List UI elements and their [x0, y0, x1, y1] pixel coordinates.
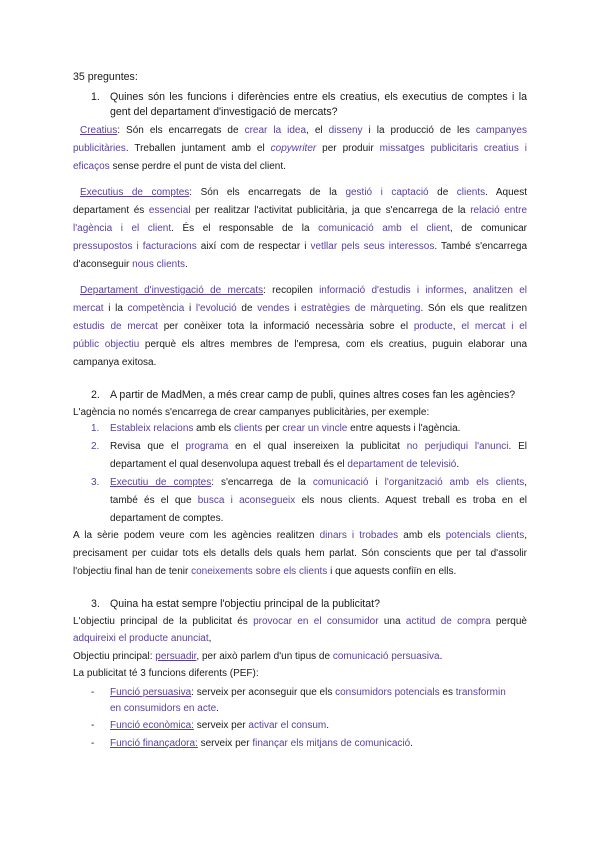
text-run: perquè — [490, 616, 527, 627]
question-2-paragraph-line-1 — [73, 529, 527, 542]
highlighted-term: vendes — [257, 303, 290, 314]
text-run: serveix per — [193, 720, 249, 731]
highlighted-term: persuadir — [155, 651, 197, 662]
text-run: Objectiu principal: — [73, 651, 156, 662]
text-run: també és el que — [110, 495, 198, 506]
highlighted-term: analitzen el — [472, 285, 527, 296]
highlighted-term: informació d'estudis i informes — [319, 285, 464, 296]
text-run: per — [262, 423, 283, 434]
text-run: . Aquest — [485, 187, 527, 198]
highlighted-term: públic objectiu — [73, 339, 140, 350]
text-run: una — [378, 616, 406, 627]
text-run: , per això parlem d'un tipus de — [196, 651, 333, 662]
highlighted-term: potencials clients — [445, 530, 525, 541]
text-run: per realitzar l'activitat publicitària, ja que s'encarrega de la — [190, 205, 471, 216]
highlighted-term: Funció finançadora: — [110, 738, 198, 749]
text-run: : Són els encarregats de la — [189, 187, 346, 198]
text-run: entre aquests i l'agència. — [347, 423, 461, 434]
text-run: : Són els encarregats de — [117, 125, 245, 136]
text-run: departament el qual desenvolupa aquest treball és el — [110, 459, 348, 470]
question-1-line-1: Quines són les funcions i diferències entre els creatius, els executius de comptes i la — [110, 91, 527, 103]
bullet-dash: - — [91, 738, 95, 749]
text-run: . El — [508, 441, 527, 452]
highlighted-term: crear un vincle — [282, 423, 348, 434]
text-run: , — [452, 321, 462, 332]
question-number: 3. — [91, 598, 100, 610]
question-3-title: Quina ha estat sempre l'objectiu principal de la publicitat? — [110, 598, 380, 610]
text-run: amb els — [193, 423, 234, 434]
highlighted-term: Executius de comptes — [80, 187, 190, 198]
highlighted-term: activar el consum — [248, 720, 327, 731]
highlighted-term: copywriter — [270, 143, 317, 154]
text-run: : s'encarrega de la — [211, 477, 313, 488]
highlighted-term: pressupostos i facturacions — [73, 241, 197, 252]
text-run: per produir — [316, 143, 380, 154]
text-run: es — [439, 687, 456, 698]
question-number: 1. — [91, 91, 100, 103]
text-run: . — [326, 720, 329, 731]
highlighted-term: Executiu de comptes — [110, 477, 212, 488]
highlighted-term: departament de televisió — [347, 459, 457, 470]
list-item-3-line-3 — [110, 512, 527, 525]
text-run: : serveix per aconseguir que els — [191, 687, 336, 698]
text-run: . — [456, 459, 460, 470]
highlighted-term: estudis de mercat — [73, 321, 158, 332]
highlighted-term: l'agència i el client — [73, 223, 172, 234]
executius-line-3 — [73, 222, 527, 235]
bullet-financadora — [110, 737, 527, 750]
highlighted-term: dinars i trobades — [319, 530, 399, 541]
highlighted-term: estratègies de màrqueting — [301, 303, 421, 314]
text-run: , — [208, 633, 212, 644]
highlighted-term: adquireixi el producte anunciat — [73, 633, 209, 644]
departament-line-4 — [73, 338, 527, 351]
highlighted-term: Departament d'investigació de mercats — [80, 285, 264, 296]
highlighted-term: provocar en el consumidor — [253, 616, 379, 627]
text-run: . És el responsable de la — [171, 223, 319, 234]
highlighted-term: comunicació persuasiva — [332, 651, 440, 662]
highlighted-term: mercat — [73, 303, 104, 314]
list-item-3-line-2 — [110, 494, 527, 507]
executius-line-5 — [73, 258, 188, 271]
text-run: . — [439, 651, 443, 662]
highlighted-term: comunicació amb el client — [318, 223, 450, 234]
highlighted-term: missatges publicitaris creatius i — [379, 143, 527, 154]
question-3-paragraph-line-2 — [73, 632, 211, 645]
highlighted-term: crear la idea — [244, 125, 307, 136]
text-run: Revisa que el — [110, 441, 186, 452]
departament-line-3 — [73, 320, 527, 333]
highlighted-term: nous clients — [132, 259, 185, 270]
highlighted-term: no perjudiqui l'anunci — [406, 441, 509, 452]
text-run: de — [236, 303, 258, 314]
text-run: amb els — [398, 530, 446, 541]
text-run: . També s'encarrega — [434, 241, 527, 252]
departament-line-1 — [73, 284, 527, 297]
text-run: . — [410, 738, 413, 749]
highlighted-term: comunicació — [312, 477, 369, 488]
highlighted-term: finançar els mitjans de comunicació — [252, 738, 411, 749]
text-run: precisament per cuidar tots els detalls dels quals hem parlat. Són conscients que per tal d'assolir — [73, 548, 527, 559]
text-run: i que aquests confiïn en ells. — [327, 566, 457, 577]
text-run: en el qual insereixen la publicitat — [228, 441, 407, 452]
executius-line-4 — [73, 240, 527, 253]
highlighted-term: l'evolució — [195, 303, 237, 314]
text-run: serveix per — [197, 738, 253, 749]
highlighted-term: programa — [185, 441, 229, 452]
text-run: i — [289, 303, 302, 314]
highlighted-term: consumidors potencials — [335, 687, 440, 698]
text-run: departament és — [73, 205, 149, 216]
highlighted-term: competència — [127, 303, 185, 314]
text-run: . — [184, 259, 188, 270]
text-run: , de comunicar — [449, 223, 527, 234]
text-run: d'aconseguir — [73, 259, 133, 270]
text-run: departament de comptes. — [110, 513, 224, 524]
intro-heading: 35 preguntes: — [73, 71, 138, 83]
list-number: 2. — [91, 441, 100, 452]
highlighted-term: Funció persuasiva — [110, 687, 192, 698]
list-item-3-line-1 — [110, 476, 527, 489]
highlighted-term: el mercat i el — [461, 321, 527, 332]
question-2-paragraph-line-2 — [73, 547, 527, 560]
text-run: i la producció de les — [362, 125, 476, 136]
question-3-objective — [73, 650, 442, 663]
departament-line-5 — [73, 356, 156, 369]
question-number: 2. — [91, 389, 100, 401]
highlighted-term: Funció econòmica: — [110, 720, 194, 731]
text-run: . Són els que realitzen — [420, 303, 527, 314]
highlighted-term: clients — [456, 187, 486, 198]
highlighted-term: eficaços — [73, 161, 110, 172]
list-item-2-line-1 — [110, 440, 527, 453]
text-run: . — [216, 703, 219, 714]
highlighted-term: Creatius — [80, 125, 118, 136]
list-item-2-line-2 — [110, 458, 527, 471]
creatius-line-2 — [73, 142, 527, 155]
highlighted-term: busca i aconsegueix — [197, 495, 296, 506]
executius-line-1 — [73, 186, 527, 199]
text-run: . Treballen juntament amb el — [125, 143, 271, 154]
highlighted-term: disseny — [328, 125, 363, 136]
question-2-intro: L'agència no només s'encarrega de crear campanyes publicitàries, per exemple: — [73, 407, 430, 418]
highlighted-term: relació entre — [470, 205, 527, 216]
list-item-1 — [110, 422, 527, 435]
highlighted-term: transformin — [455, 687, 506, 698]
highlighted-term: coneixements sobre els clients — [191, 566, 328, 577]
highlighted-term: campanyes — [475, 125, 527, 136]
bullet-dash: - — [91, 687, 95, 698]
text-run: i — [368, 477, 385, 488]
text-run: A la sèrie podem veure com les agències realitzen — [73, 530, 320, 541]
executius-line-2 — [73, 204, 527, 217]
text-run: , — [463, 285, 473, 296]
text-run: L'objectiu principal de la publicitat és — [73, 616, 254, 627]
highlighted-term: publicitàries — [73, 143, 126, 154]
text-run: campanya exitosa. — [73, 357, 157, 368]
creatius-line-3 — [73, 160, 286, 173]
bullet-persuasiva-line-2 — [110, 702, 527, 715]
bullet-economica — [110, 719, 527, 732]
text-run: l'objectiu final han de tenir — [73, 566, 192, 577]
text-run: de — [428, 187, 457, 198]
question-3-functions-intro: La publicitat té 3 funcions diferents (PEF): — [73, 668, 259, 679]
highlighted-term: vetllar pels seus interessos — [310, 241, 435, 252]
text-run: i — [184, 303, 196, 314]
text-run: sense perdre el punt de vista del client. — [109, 161, 286, 172]
list-number: 3. — [91, 477, 100, 488]
creatius-line-1 — [73, 124, 527, 137]
question-2-title: A partir de MadMen, a més crear camp de publi, quines altres coses fan les agències? — [110, 389, 516, 401]
text-run: : recopilen — [263, 285, 320, 296]
text-run: , — [524, 477, 527, 488]
highlighted-term: actitud de compra — [405, 616, 491, 627]
question-3-paragraph-line-1 — [73, 615, 527, 628]
question-1-line-2: gent del departament d'investigació de mercats? — [110, 106, 338, 118]
text-run: perquè els altres membres de l'empresa, com els creatius, puguin elaborar una — [139, 339, 527, 350]
text-run: , el — [306, 125, 329, 136]
bullet-dash: - — [91, 720, 95, 731]
list-number: 1. — [91, 423, 100, 434]
question-2-paragraph-line-3 — [73, 565, 456, 578]
highlighted-term: en consumidors en acte — [110, 703, 217, 714]
text-run: els nous clients. Aquest treball es troba en el — [295, 495, 527, 506]
highlighted-term: gestió i captació — [345, 187, 429, 198]
departament-line-2 — [73, 302, 527, 315]
text-run: i la — [103, 303, 128, 314]
highlighted-term: essencial — [148, 205, 191, 216]
highlighted-term: Estableix relacions — [110, 423, 194, 434]
highlighted-term: producte — [413, 321, 453, 332]
text-run: per conèixer tota la informació necessària sobre el — [157, 321, 414, 332]
highlighted-term: l'organització amb els clients — [384, 477, 525, 488]
text-run: , — [524, 530, 527, 541]
bullet-persuasiva-line-1 — [110, 686, 527, 699]
text-run: així com de respectar i — [196, 241, 311, 252]
highlighted-term: clients — [233, 423, 263, 434]
